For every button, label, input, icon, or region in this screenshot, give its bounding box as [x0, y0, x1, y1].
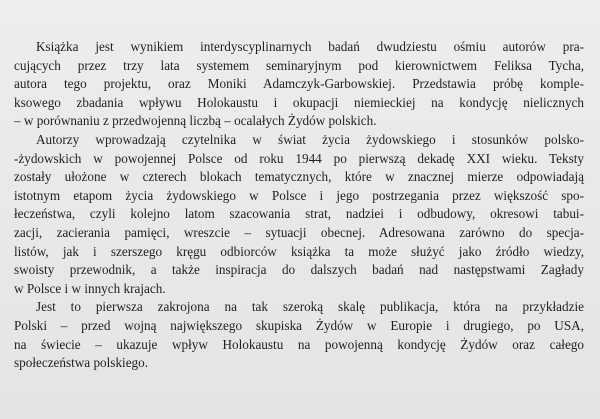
text-line: zostały ułożone w czterech blokach tematycznych, które w znacznej mierze odpowiadają — [14, 169, 584, 185]
text-line: Książka jest wynikiem interdyscyplinarnych badań dwudziestu ośmiu autorów pra- — [36, 39, 584, 54]
text-line: autora tego projektu, oraz Moniki Adamczyk-Garbowskiej. Przedstawia próbę komple- — [14, 76, 584, 92]
text-line: w Polsce i w innych krajach. — [14, 280, 166, 296]
text-line: łeczeństwa, czyli kolejno latom szacowania strat, nadziei i odbudowy, okresowi tabui- — [14, 206, 584, 222]
text-line: swoisty przewodnik, a także inspiracja do dalszych badań nad następstwami Zagłady — [14, 262, 584, 278]
text-line: zacji, zacierania pamięci, wreszcie – sytuacji obecnej. Adresowana zarówno do specja- — [14, 224, 584, 240]
blurb-text — [14, 38, 584, 373]
text-line: istotnym etapom życia żydowskiego w Polsce i jego postrzegania przez większość spo- — [14, 187, 584, 203]
text-line: Jest to pierwsza zakrojona na tak szeroką skalę publikacja, która na przykładzie — [36, 299, 584, 315]
text-line: listów, jak i szerszego kręgu odbiorców książka ta może służyć jako źródło wiedzy, — [14, 243, 584, 259]
text-line: -żydowskich w powojennej Polsce od roku 1944 po pierwszą dekadę XXI wieku. Teksty — [14, 150, 584, 166]
text-line: – w porównaniu z przedwojenną liczbą – ocalałych Żydów polskich. — [14, 113, 377, 129]
text-line: Polski – przed wojną największego skupiska Żydów w Europie i drugiego, po USA, — [14, 317, 584, 333]
text-line: cujących przez trzy lata systemem seminaryjnym pod kierownictwem Feliksa Tycha, — [14, 57, 584, 73]
text-line: na świecie – ukazuje wpływ Holokaustu na powojenną kondycję Żydów oraz całego — [14, 336, 584, 352]
text-line: społeczeństwa polskiego. — [14, 355, 149, 371]
text-line: Autorzy wprowadzają czytelnika w świat życia żydowskiego i stosunków polsko- — [36, 131, 584, 147]
paragraph-2 — [14, 131, 584, 298]
paragraph-1 — [14, 38, 584, 131]
text-line: ksowego zbadania wpływu Holokaustu i okupacji niemieckiej na kondycję nielicznych — [14, 94, 584, 110]
paragraph-3 — [14, 298, 584, 372]
